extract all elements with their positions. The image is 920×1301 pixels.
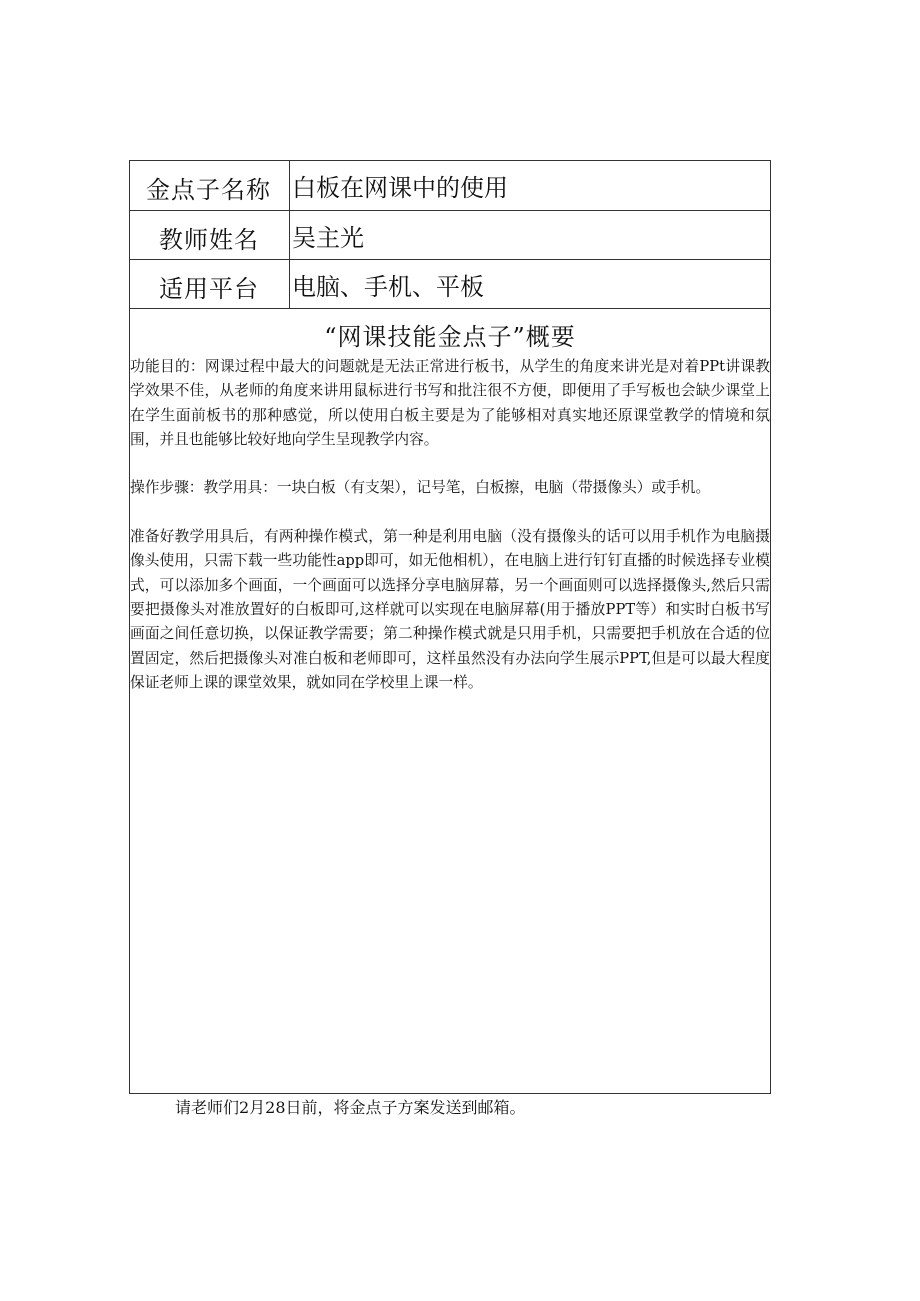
platform-value: 电脑、手机、平板 — [292, 273, 484, 301]
paragraph-spacer — [130, 452, 770, 476]
form-row-section-title — [130, 309, 770, 355]
section-title: “网课技能金点子”概要 — [324, 323, 576, 351]
summary-content — [130, 355, 770, 695]
idea-form-table — [129, 160, 771, 1094]
idea-name-value: 白板在网课中的使用 — [292, 174, 508, 202]
teacher-name-value: 吴主光 — [292, 224, 364, 252]
form-row-idea-name — [130, 161, 770, 211]
purpose-paragraph: 功能目的：网课过程中最大的问题就是无法正常进行板书，从学生的角度来讲光是对着PPt讲课教学效果不佳，从老师的角度来讲用鼠标进行书写和批注很不方便，即便用了手写板也会缺少课堂上在学生面前板书的那种感觉，所以使用白板主要是为了能够相对真实地还原课堂教学的情境和氛围，并且也能够比较好地向学生呈现教学内容。 — [130, 358, 770, 448]
footer-note: 请老师们2月28日前，将金点子方案发送到邮箱。 — [175, 1098, 526, 1117]
idea-name-label: 金点子名称 — [130, 161, 290, 210]
paragraph-spacer — [130, 501, 770, 525]
teacher-name-label: 教师姓名 — [130, 211, 290, 259]
modes-paragraph: 准备好教学用具后，有两种操作模式，第一种是利用电脑（没有摄像头的话可以用手机作为电脑摄像头使用，只需下载一些功能性app即可，如无他相机），在电脑上进行钉钉直播的时候选择专业模式，可以添加多个画面，一个画面可以选择分享电脑屏幕，另一个画面则可以选择摄像头,然后只需要把摄像头对准放置好的白板即可,这样就可以实现在电脑屏幕(用于播放PPT等）和实时白板书写画面之间任意切换，以保证教学需要；第二种操作模式就是只用手机，只需要把手机放在合适的位置固定，然后把摄像头对准白板和老师即可，这样虽然没有办法向学生展示PPT,但是可以最大程度保证老师上课的课堂效果，就如同在学校里上课一样。 — [130, 528, 770, 691]
steps-paragraph: 操作步骤：教学用具：一块白板（有支架），记号笔，白板擦，电脑（带摄像头）或手机。 — [130, 479, 711, 497]
form-row-platform — [130, 260, 770, 309]
platform-label: 适用平台 — [130, 260, 290, 308]
form-row-teacher-name — [130, 211, 770, 260]
